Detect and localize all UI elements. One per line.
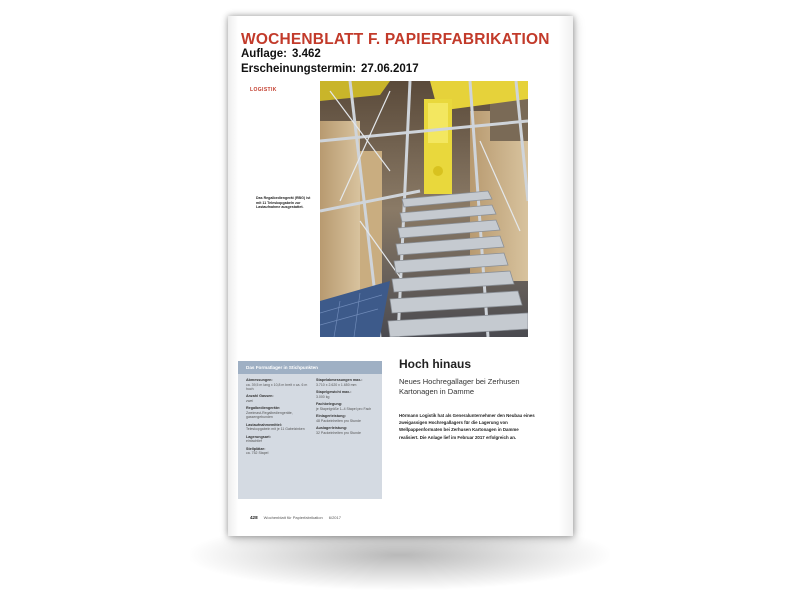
- fact-item: [316, 390, 380, 399]
- fact-label: Stellplätze:: [246, 446, 266, 451]
- fact-label: Auslagerleistung:: [316, 426, 348, 430]
- page-footer: [250, 515, 341, 520]
- fact-value: ca. 39,5 m lang x 10,8 m breit x ca. 6 m hoch: [246, 382, 308, 391]
- section-label: LOGISTIK: [250, 87, 277, 93]
- fact-item: [316, 414, 380, 423]
- circulation-line: [241, 48, 321, 60]
- article-headline: Hoch hinaus: [399, 357, 472, 371]
- fact-value: ca. 752 Stapel: [246, 451, 269, 456]
- article-lead: Hörmann Logistik hat als Generalunternehmer den Neubau eines zweigassigen Hochregallagers für die Lagerung von Wellpappenformaten bei Zerhusen Kartonagen in Damme realisiert. Die Anlage lief im Februar 2017 erfolgreich an.: [399, 413, 535, 440]
- fact-label: Abmessungen:: [246, 378, 273, 382]
- fact-label: Stapelabmessungen max.:: [316, 378, 363, 382]
- footer-issue: 6/2017: [328, 515, 341, 520]
- fact-item: [316, 402, 380, 411]
- fact-label: Regalbediengeräte:: [246, 406, 281, 411]
- circulation-label: Auflage:: [241, 48, 287, 60]
- fact-item: [246, 447, 310, 456]
- article-subheadline: Neues Hochregallager bei Zerhusen Kartonagen in Damme: [399, 377, 520, 396]
- publication-date-value: 27.06.2017: [361, 63, 419, 75]
- publication-date-label: Erscheinungstermin:: [241, 63, 357, 75]
- fact-value: einfachtief: [246, 439, 262, 444]
- photo-caption: Das Regalbediengerät (RBG) ist mit 11 Teleskopgabeln zur Lastaufnahme ausgestattet.: [256, 196, 311, 210]
- fact-value: zwei: [246, 399, 254, 403]
- fact-item: [246, 435, 310, 444]
- fact-value: je Stapelgröße 1–4 Stapel pro Fach: [316, 406, 372, 411]
- fact-item: [246, 394, 310, 403]
- fact-box: [238, 361, 382, 499]
- fact-value: 32 Packeinheiten pro Stunde: [316, 430, 361, 435]
- fact-item: [316, 378, 380, 387]
- publication-title: WOCHENBLATT F. PAPIERFABRIKATION: [241, 31, 550, 48]
- fact-box-right-column: [316, 378, 380, 438]
- fact-label: Lastaufnahmemittel:: [246, 422, 283, 427]
- fact-value: Zweimast-Regalbediengeräte, gassengebunden: [246, 411, 293, 420]
- warehouse-photo: [320, 81, 528, 337]
- fact-box-left-column: [246, 378, 310, 459]
- fact-item: [246, 423, 310, 432]
- fact-value: 3.710 x 2.620 x 1.650 mm: [316, 382, 357, 387]
- fact-label: Fachbelegung:: [316, 402, 343, 406]
- fact-item: [316, 426, 380, 435]
- publication-date-line: [241, 63, 419, 75]
- fact-value: 48 Packeinheiten pro Stunde: [316, 418, 361, 423]
- fact-value: Teleskopgabeln mit je 11 Gabelzinken: [246, 427, 305, 432]
- fact-label: Lagerungsart:: [246, 434, 271, 439]
- fact-value: 3.000 kg: [316, 394, 330, 399]
- fact-item: [246, 406, 310, 419]
- footer-journal: Wochenblatt für Papierfabrikation: [263, 515, 323, 520]
- fact-label: Stapelgewicht max.:: [316, 390, 352, 394]
- fact-item: [246, 378, 310, 391]
- fact-label: Anzahl Gassen:: [246, 394, 274, 399]
- circulation-value: 3.462: [292, 48, 321, 60]
- fact-label: Einlagerleistung:: [316, 414, 346, 418]
- fact-box-title: Das Formatlager in Stichpunkten: [238, 361, 382, 374]
- page-number: 428: [250, 515, 258, 520]
